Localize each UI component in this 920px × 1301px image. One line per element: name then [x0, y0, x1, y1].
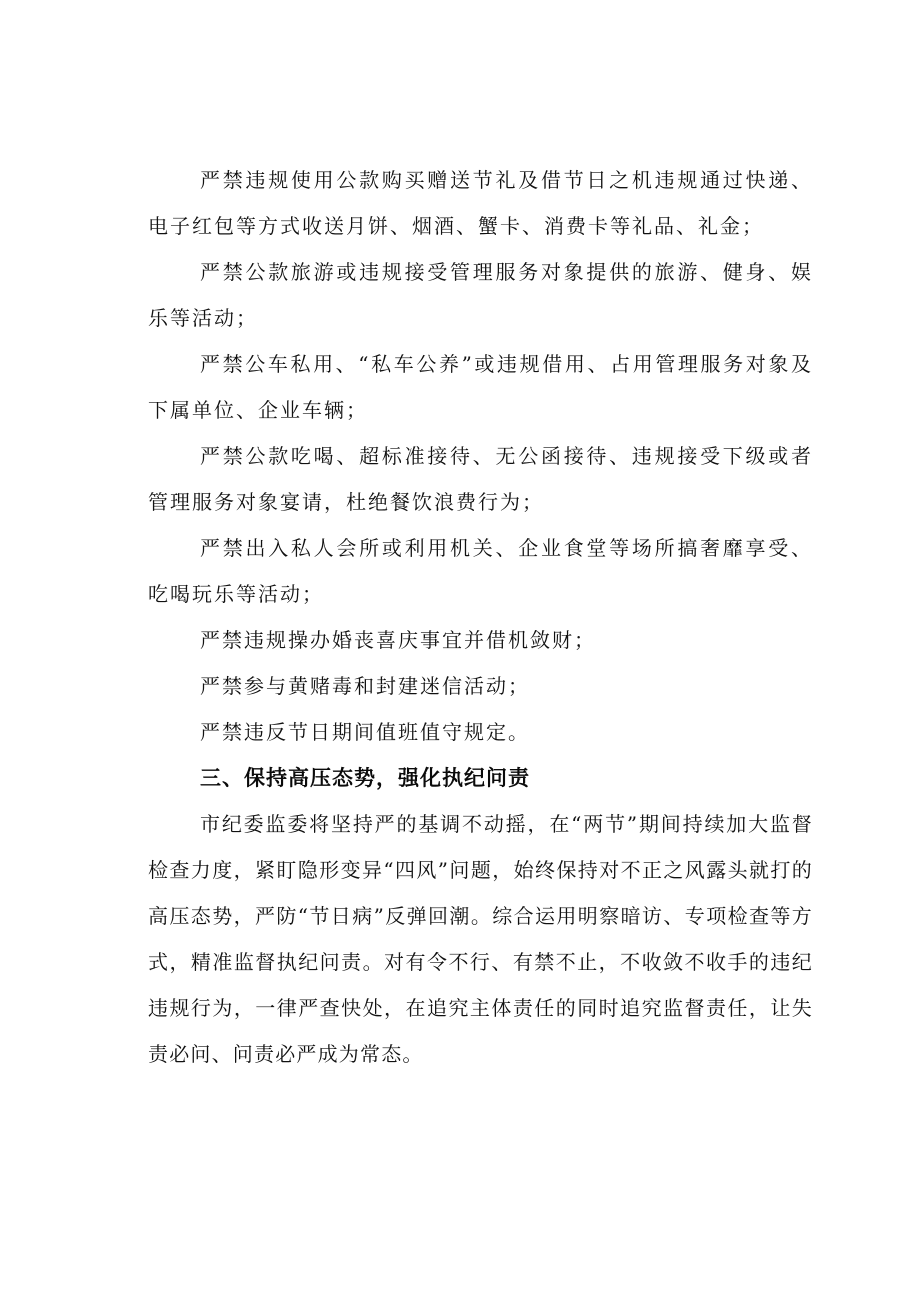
section-heading: 三、保持高压态势，强化执纪问责 — [200, 766, 530, 790]
rule-paragraph-2: 严禁公款旅游或违规接受管理服务对象提供的旅游、健身、娱乐等活动； — [148, 260, 813, 330]
rule-paragraph-3: 严禁公车私用、“私车公养”或违规借用、占用管理服务对象及下属单位、企业车辆； — [148, 352, 813, 422]
rule-paragraph-6: 严禁违规操办婚丧喜庆事宜并借机敛财； — [200, 628, 596, 652]
rule-paragraph-5: 严禁出入私人会所或利用机关、企业食堂等场所搞奢靡享受、吃喝玩乐等活动； — [148, 536, 813, 606]
rule-paragraph-8: 严禁违反节日期间值班值守规定。 — [200, 720, 530, 744]
section-body-paragraph: 市纪委监委将坚持严的基调不动摇，在“两节”期间持续加大监督检查力度，紧盯隐形变异“四风”问题，始终保持对不正之风露头就打的高压态势，严防“节日病”反弹回潮。综合运用明察暗访、专项检查等方式，精准监督执纪问责。对有令不行、有禁不止，不收敛不收手的违纪违规行为，一律严查快处，在追究主体责任的同时追究监督责任，让失责必问、问责必严成为常态。 — [148, 812, 813, 1066]
rule-paragraph-7: 严禁参与黄赌毒和封建迷信活动； — [200, 674, 530, 698]
rule-paragraph-4: 严禁公款吃喝、超标准接待、无公函接待、违规接受下级或者管理服务对象宴请，杜绝餐饮浪费行为； — [148, 444, 813, 514]
rule-paragraph-1: 严禁违规使用公款购买赠送节礼及借节日之机违规通过快递、电子红包等方式收送月饼、烟酒、蟹卡、消费卡等礼品、礼金； — [148, 168, 813, 238]
document-body — [148, 157, 813, 1077]
